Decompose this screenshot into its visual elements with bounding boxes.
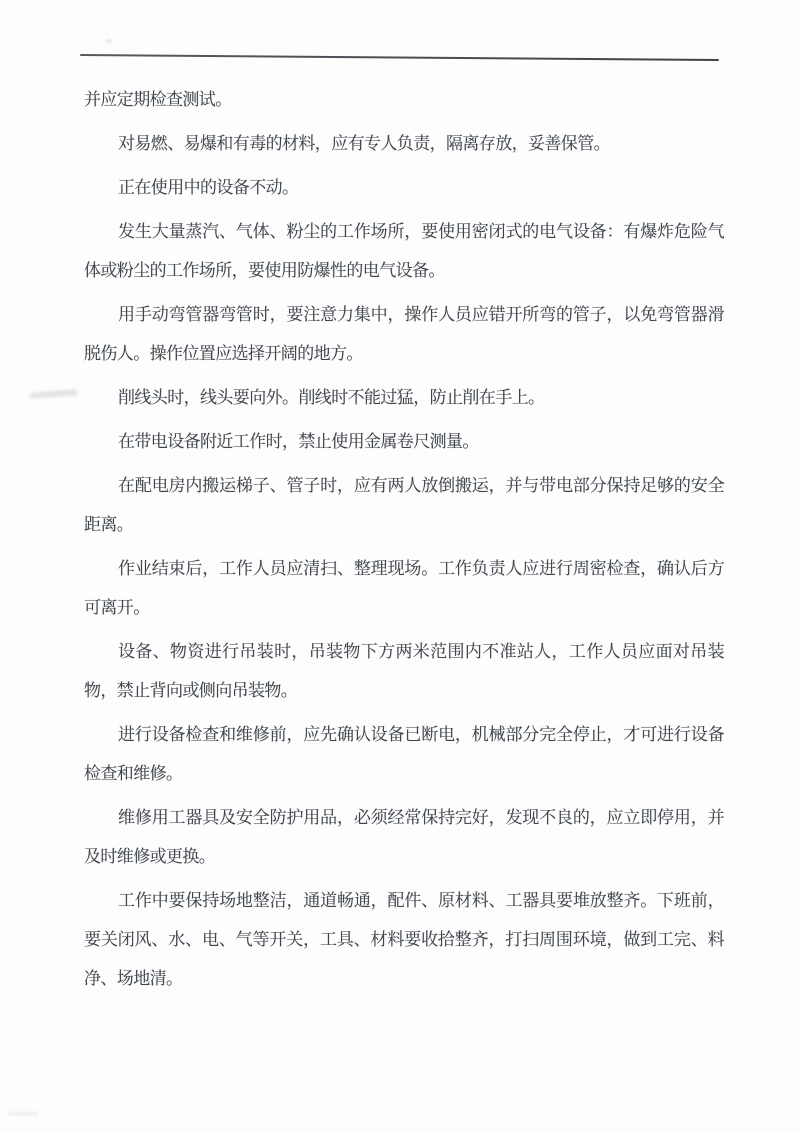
scan-artifact-dot xyxy=(106,39,112,43)
paragraph: 削线头时，线头要向外。削线时不能过猛，防止削在手上。 xyxy=(118,388,545,407)
document-body xyxy=(84,80,724,1003)
header-rule xyxy=(80,54,719,61)
paragraph: 在配电房内搬运梯子、管子时，应有两人放倒搬运，并与带电部分保持足够的安全距离。 xyxy=(84,476,724,534)
paragraph: 工作中要保持场地整洁，通道畅通，配件、原材料、工器具要堆放整齐。下班前，要关闭风、水、电、气等开关，工具、材料要收拾整齐，打扫周围环境，做到工完、料净、场地清。 xyxy=(84,891,724,988)
paragraph: 维修用工器具及安全防护用品，必须经常保持完好，发现不良的，应立即停用，并及时维修或更换。 xyxy=(84,808,724,866)
paragraph: 并应定期检查测试。 xyxy=(84,90,232,109)
paragraph: 正在使用中的设备不动。 xyxy=(118,178,299,197)
scan-artifact-squiggle xyxy=(30,389,78,398)
paragraph: 进行设备检查和维修前，应先确认设备已断电，机械部分完全停止，才可进行设备检查和维修。 xyxy=(84,725,724,783)
paragraph: 发生大量蒸汽、气体、粉尘的工作场所，要使用密闭式的电气设备：有爆炸危险气体或粉尘的工作场所，要使用防爆性的电气设备。 xyxy=(84,222,724,280)
scan-artifact-dash xyxy=(8,1112,38,1115)
paragraph: 用手动弯管器弯管时，要注意力集中，操作人员应错开所弯的管子，以免弯管器滑脱伤人。操作位置应选择开阔的地方。 xyxy=(84,305,724,363)
paragraph: 作业结束后，工作人员应清扫、整理现场。工作负责人应进行周密检查，确认后方可离开。 xyxy=(84,559,724,617)
paragraph: 对易燃、易爆和有毒的材料，应有专人负责，隔离存放，妥善保管。 xyxy=(118,134,610,153)
paragraph: 在带电设备附近工作时，禁止使用金属卷尺测量。 xyxy=(118,432,479,451)
paragraph: 设备、物资进行吊装时，吊装物下方两米范围内不准站人，工作人员应面对吊装物，禁止背向或侧向吊装物。 xyxy=(84,642,724,700)
